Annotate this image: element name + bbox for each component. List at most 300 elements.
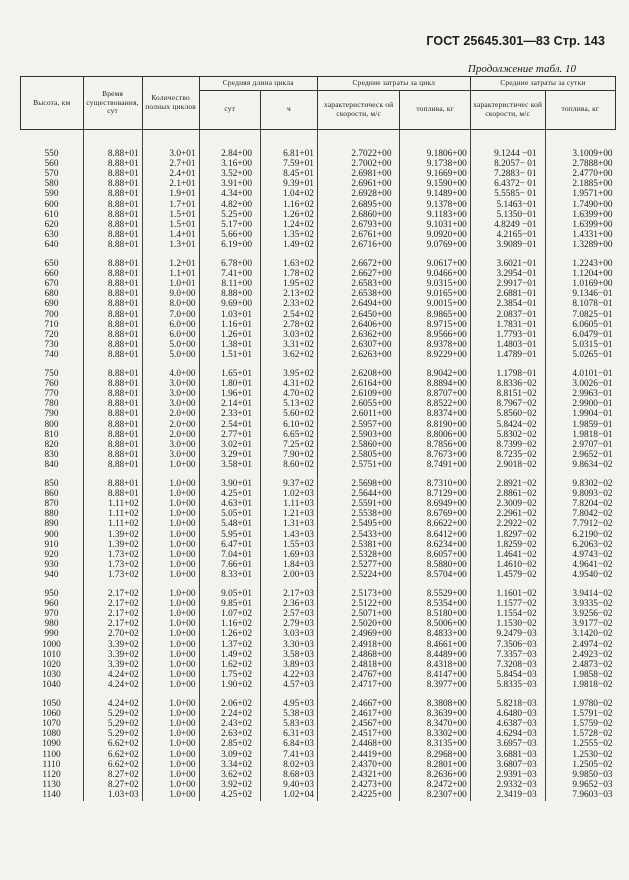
cell-day-char-speed: 1.1554−02 [470,609,545,619]
group-gap [21,581,616,589]
cell-full-cycles: 6.0+00 [142,330,199,340]
cell-altitude: 1000 [42,639,61,650]
cell-cycle-fuel: 8.6234+00 [400,540,470,550]
cell-cycle-char-speed: 2.5591+00 [317,499,400,509]
cell-cycle-hours: 2.17+03 [260,589,317,599]
cell-existence-time: 1.73+02 [83,570,142,580]
cell-cycle-hours: 2.33+02 [260,299,317,309]
cell-cycle-char-speed: 2.6928+00 [317,189,400,199]
cell-cycle-fuel: 8.5354+00 [400,599,470,609]
cell-cycle-char-speed: 2.4370+00 [317,760,400,770]
cell-existence-time: 4.24+02 [83,680,142,690]
cell-altitude: 620 [44,219,59,230]
cell-cycle-char-speed: 2.6583+00 [317,279,400,289]
cell-cycle-days: 1.65+01 [199,369,260,379]
cell-cycle-days: 2.85+02 [199,739,260,749]
cell-day-char-speed: 8.8336−02 [470,379,545,389]
cell-cycle-fuel: 9.0015+00 [400,299,470,309]
cell-altitude: 650 [44,258,59,269]
table-row [21,499,616,509]
cell-existence-time: 8.88+01 [83,210,142,220]
cell-cycle-hours: 6.10+02 [260,420,317,430]
cell-cycle-char-speed: 2.4717+00 [317,680,400,690]
cell-day-char-speed: 7.3506−03 [470,640,545,650]
cell-cycle-char-speed: 2.5644+00 [317,489,400,499]
cell-existence-time: 3.39+02 [83,660,142,670]
cell-cycle-days: 5.17+00 [199,220,260,230]
cell-altitude: 790 [44,409,59,420]
cell-cycle-days: 1.38+01 [199,340,260,350]
cell-cycle-char-speed: 2.5751+00 [317,460,400,470]
cell-day-fuel: 3.9177−02 [545,619,615,629]
cell-cycle-hours: 3.30+03 [260,640,317,650]
cell-cycle-hours: 3.03+03 [260,629,317,639]
cell-full-cycles: 1.0+00 [142,560,199,570]
cell-existence-time: 8.88+01 [83,379,142,389]
cell-existence-time: 2.17+02 [83,599,142,609]
cell-cycle-char-speed: 2.6672+00 [317,259,400,269]
cell-full-cycles: 1.0+00 [142,739,199,749]
cell-altitude: 570 [44,168,59,179]
cell-altitude: 910 [44,539,59,550]
cell-cycle-days: 4.25+01 [199,489,260,499]
cell-existence-time: 8.88+01 [83,230,142,240]
cell-altitude: 990 [44,629,59,640]
cell-cycle-hours: 2.13+02 [260,289,317,299]
cell-day-char-speed: 5.1463−01 [470,200,545,210]
cell-day-char-speed: 1.7831−01 [470,320,545,330]
cell-altitude: 840 [44,460,59,471]
cell-cycle-char-speed: 2.4818+00 [317,660,400,670]
cell-existence-time: 8.88+01 [83,220,142,230]
cell-altitude: 940 [44,570,59,581]
table-row [21,709,616,719]
cell-day-fuel: 2.9707−01 [545,440,615,450]
cell-full-cycles: 1.0+00 [142,619,199,629]
cell-cycle-fuel: 9.1183+00 [400,210,470,220]
cell-cycle-hours: 4.31+02 [260,379,317,389]
cell-day-fuel: 6.0479−01 [545,330,615,340]
cell-day-char-speed: 2.6881−01 [470,289,545,299]
cell-existence-time: 8.88+01 [83,149,142,159]
cell-cycle-fuel: 8.6412+00 [400,530,470,540]
cell-day-fuel: 2.9900−01 [545,399,615,409]
cell-cycle-hours: 3.62+02 [260,350,317,360]
cell-cycle-hours: 4.95+03 [260,699,317,709]
cell-cycle-char-speed: 2.5495+00 [317,519,400,529]
cell-cycle-fuel: 8.5704+00 [400,570,470,580]
cell-day-char-speed: 5.8424−02 [470,420,545,430]
cell-cycle-char-speed: 2.4273+00 [317,780,400,790]
cell-day-fuel: 2.4770+00 [545,169,615,179]
cell-cycle-days: 1.03+01 [199,310,260,320]
cell-day-fuel: 4.9743−02 [545,550,615,560]
cell-cycle-fuel: 9.1738+00 [400,159,470,169]
cell-cycle-fuel: 8.7310+00 [400,479,470,489]
cell-altitude: 1030 [42,670,61,681]
cell-full-cycles: 1.0+00 [142,599,199,609]
cell-day-char-speed: 8.7399−02 [470,440,545,450]
cell-day-fuel: 1.2555−02 [545,739,615,749]
cell-cycle-hours: 1.63+02 [260,259,317,269]
cell-day-char-speed: 5.8560−02 [470,409,545,419]
cell-cycle-hours: 1.78+02 [260,269,317,279]
cell-cycle-hours: 1.04+02 [260,189,317,199]
cell-full-cycles: 2.0+00 [142,409,199,419]
cell-cycle-char-speed: 2.6761+00 [317,230,400,240]
cell-full-cycles: 2.0+00 [142,430,199,440]
cell-day-char-speed: 1.1601−02 [470,589,545,599]
cell-day-fuel: 2.4873−02 [545,660,615,670]
cell-day-fuel: 3.9335−02 [545,599,615,609]
header-cycle-costs: Средние затраты за цикл [317,77,470,91]
cell-day-char-speed: 2.3854−01 [470,299,545,309]
header-day-fuel: топлива, кг [545,90,615,129]
table-row [21,179,616,189]
cell-cycle-hours: 1.55+03 [260,540,317,550]
cell-altitude: 680 [44,289,59,300]
cell-day-char-speed: 3.6021−01 [470,259,545,269]
cell-cycle-hours: 2.54+02 [260,310,317,320]
cell-altitude: 740 [44,350,59,361]
cell-cycle-days: 3.90+01 [199,479,260,489]
cell-cycle-hours: 1.43+03 [260,530,317,540]
cell-full-cycles: 1.0+00 [142,589,199,599]
cell-altitude: 730 [44,340,59,351]
cell-altitude: 830 [44,450,59,461]
cell-altitude: 820 [44,439,59,450]
cell-day-fuel: 7.0825−01 [545,310,615,320]
cell-altitude: 900 [44,529,59,540]
cell-cycle-char-speed: 2.5805+00 [317,450,400,460]
cell-full-cycles: 1.0+00 [142,780,199,790]
table-row [21,350,616,360]
cell-cycle-days: 9.85+01 [199,599,260,609]
cell-cycle-char-speed: 2.5903+00 [317,430,400,440]
cell-cycle-fuel: 9.0165+00 [400,289,470,299]
cell-cycle-fuel: 8.4318+00 [400,660,470,670]
cell-cycle-fuel: 8.3639+00 [400,709,470,719]
cell-existence-time: 8.88+01 [83,200,142,210]
cell-cycle-fuel: 9.1378+00 [400,200,470,210]
cell-cycle-days: 2.24+02 [199,709,260,719]
cell-cycle-char-speed: 2.5381+00 [317,540,400,550]
cell-cycle-fuel: 8.2968+00 [400,750,470,760]
cell-existence-time: 8.88+01 [83,169,142,179]
cell-cycle-fuel: 8.3808+00 [400,699,470,709]
cell-full-cycles: 1.0+00 [142,680,199,690]
cell-existence-time: 4.24+02 [83,699,142,709]
table-row [21,399,616,409]
cell-cycle-char-speed: 2.4567+00 [317,719,400,729]
cell-day-char-speed: 1.4610−02 [470,560,545,570]
cell-cycle-days: 2.54+01 [199,420,260,430]
cell-cycle-char-speed: 2.6895+00 [317,200,400,210]
cell-cycle-fuel: 9.1031+00 [400,220,470,230]
cell-full-cycles: 1.0+00 [142,460,199,470]
cell-day-fuel: 9.9850−03 [545,770,615,780]
cell-cycle-hours: 7.90+02 [260,450,317,460]
cell-day-char-speed: 4.6294−03 [470,729,545,739]
cell-cycle-days: 7.04+01 [199,550,260,560]
cell-cycle-fuel: 8.8374+00 [400,409,470,419]
cell-full-cycles: 3.0+00 [142,389,199,399]
cell-altitude: 780 [44,399,59,410]
cell-day-char-speed: 2.0837−01 [470,310,545,320]
cell-day-char-speed: 2.2922−02 [470,519,545,529]
cell-cycle-days: 1.75+02 [199,670,260,680]
table-row [21,589,616,599]
cell-cycle-days: 2.14+01 [199,399,260,409]
cell-cycle-days: 1.90+02 [199,680,260,690]
table-row [21,540,616,550]
cell-day-char-speed: 6.4372− 01 [470,179,545,189]
table-row [21,220,616,230]
cell-altitude: 770 [44,388,59,399]
cell-full-cycles: 9.0+00 [142,289,199,299]
cell-cycle-days: 5.48+01 [199,519,260,529]
cell-cycle-fuel: 8.9715+00 [400,320,470,330]
table-row [21,790,616,800]
cell-altitude: 1090 [42,739,61,750]
cell-cycle-days: 9.05+01 [199,589,260,599]
cell-cycle-hours: 1.02+04 [260,790,317,800]
cell-altitude: 950 [44,588,59,599]
cell-cycle-hours: 4.70+02 [260,389,317,399]
cell-cycle-days: 3.91+00 [199,179,260,189]
cell-day-char-speed: 1.8297−02 [470,530,545,540]
cell-cycle-days: 1.37+02 [199,640,260,650]
cell-cycle-days: 6.19+00 [199,240,260,250]
cell-cycle-char-speed: 2.6981+00 [317,169,400,179]
header-altitude: Высота, км [21,77,84,130]
cell-full-cycles: 1.0+00 [142,719,199,729]
cell-cycle-days: 3.62+02 [199,770,260,780]
cell-full-cycles: 1.7+01 [142,200,199,210]
cell-existence-time: 8.88+01 [83,369,142,379]
cell-altitude: 1080 [42,729,61,740]
cell-altitude: 930 [44,560,59,571]
cell-cycle-fuel: 8.8894+00 [400,379,470,389]
table-row [21,509,616,519]
header-cycle-fuel: топлива, кг [400,90,470,129]
group-gap [21,361,616,369]
cell-cycle-days: 1.62+02 [199,660,260,670]
cell-cycle-hours: 2.36+03 [260,599,317,609]
cell-cycle-days: 1.80+01 [199,379,260,389]
cell-existence-time: 8.88+01 [83,310,142,320]
cell-cycle-char-speed: 2.6055+00 [317,399,400,409]
table-row [21,189,616,199]
table-row [21,770,616,780]
cell-full-cycles: 1.2+01 [142,259,199,269]
table-row [21,530,616,540]
header-day-costs: Средние затраты за сутки [470,77,615,91]
cell-day-fuel: 1.5791−02 [545,709,615,719]
cell-cycle-days: 2.77+01 [199,430,260,440]
cell-cycle-char-speed: 2.4617+00 [317,709,400,719]
table-row [21,660,616,670]
cell-cycle-char-speed: 2.7002+00 [317,159,400,169]
header-full-cycles: Количество полных циклов [142,77,199,130]
cell-cycle-fuel: 8.2636+00 [400,770,470,780]
cell-existence-time: 8.88+01 [83,240,142,250]
cell-cycle-fuel: 8.9865+00 [400,310,470,320]
cell-day-fuel: 3.9414−02 [545,589,615,599]
cell-existence-time: 8.88+01 [83,489,142,499]
cell-existence-time: 6.62+02 [83,760,142,770]
cell-altitude: 750 [44,368,59,379]
cell-full-cycles: 7.0+00 [142,310,199,320]
cell-cycle-char-speed: 2.5328+00 [317,550,400,560]
cell-cycle-hours: 3.95+02 [260,369,317,379]
cell-altitude: 640 [44,240,59,251]
cell-cycle-char-speed: 2.4667+00 [317,699,400,709]
cell-altitude: 880 [44,509,59,520]
cell-cycle-days: 4.63+01 [199,499,260,509]
table-row [21,369,616,379]
cell-cycle-fuel: 8.6769+00 [400,509,470,519]
table-row [21,310,616,320]
cell-day-char-speed: 8.7967−02 [470,399,545,409]
cell-cycle-days: 8.88+00 [199,289,260,299]
cell-existence-time: 8.88+01 [83,279,142,289]
cell-day-char-speed: 4.6480−03 [470,709,545,719]
cell-full-cycles: 3.0+00 [142,399,199,409]
cell-day-char-speed: 9.1244 −01 [470,149,545,159]
cell-existence-time: 1.11+02 [83,509,142,519]
cell-altitude: 700 [44,309,59,320]
cell-day-fuel: 3.0026−01 [545,379,615,389]
cell-cycle-days: 5.95+01 [199,530,260,540]
cell-full-cycles: 1.0+00 [142,670,199,680]
table-row [21,279,616,289]
cell-existence-time: 8.88+01 [83,409,142,419]
cell-cycle-hours: 7.59+01 [260,159,317,169]
cell-altitude: 870 [44,499,59,509]
table-row [21,460,616,470]
cell-existence-time: 8.88+01 [83,259,142,269]
cell-day-fuel: 4.9540−02 [545,570,615,580]
cell-cycle-days: 1.26+02 [199,629,260,639]
cell-day-char-speed: 3.9089−01 [470,240,545,250]
cell-day-fuel: 1.2243+00 [545,259,615,269]
cell-altitude: 670 [44,278,59,289]
cell-cycle-days: 1.16+01 [199,320,260,330]
cell-cycle-char-speed: 2.6793+00 [317,220,400,230]
cell-full-cycles: 1.9+01 [142,189,199,199]
group-gap [21,251,616,259]
cell-cycle-fuel: 8.6949+00 [400,499,470,509]
cell-full-cycles: 1.1+01 [142,269,199,279]
cell-cycle-hours: 6.81+01 [260,149,317,159]
cell-altitude: 810 [44,429,59,440]
cell-cycle-fuel: 8.8190+00 [400,420,470,430]
cell-day-fuel: 2.9963−01 [545,389,615,399]
cell-cycle-hours: 1.02+03 [260,489,317,499]
cell-full-cycles: 1.0+00 [142,609,199,619]
header-cycle-hours: ч [260,90,317,129]
cell-full-cycles: 1.0+00 [142,530,199,540]
cell-day-char-speed: 4.2165−01 [470,230,545,240]
table-row [21,560,616,570]
cell-cycle-char-speed: 2.5020+00 [317,619,400,629]
cell-cycle-hours: 2.79+03 [260,619,317,629]
cell-day-fuel: 9.9652−03 [545,780,615,790]
cell-cycle-days: 3.52+00 [199,169,260,179]
cell-cycle-days: 1.07+02 [199,609,260,619]
cell-full-cycles: 1.0+00 [142,770,199,780]
cell-day-fuel: 3.1009+00 [545,149,615,159]
cell-day-fuel: 1.9571+00 [545,189,615,199]
table-body [21,129,616,801]
cell-day-fuel: 1.5728−02 [545,729,615,739]
table-row [21,650,616,660]
cell-day-fuel: 7.7912−02 [545,519,615,529]
cell-day-fuel: 3.1420−02 [545,629,615,639]
cell-cycle-days: 6.47+01 [199,540,260,550]
cell-existence-time: 8.27+02 [83,770,142,780]
cell-cycle-char-speed: 2.4419+00 [317,750,400,760]
cell-existence-time: 4.24+02 [83,670,142,680]
cell-altitude: 1100 [42,749,61,760]
cell-day-char-speed: 2.3419−03 [470,790,545,800]
cell-cycle-days: 3.92+02 [199,780,260,790]
cell-existence-time: 8.88+01 [83,189,142,199]
table-row [21,609,616,619]
cell-existence-time: 8.27+02 [83,780,142,790]
cell-day-fuel: 9.8302−02 [545,479,615,489]
cell-cycle-days: 4.82+00 [199,200,260,210]
cell-cycle-hours: 1.49+02 [260,240,317,250]
table-row [21,230,616,240]
cell-cycle-fuel: 9.0920+00 [400,230,470,240]
cell-cycle-hours: 9.39+01 [260,179,317,189]
cell-existence-time: 2.17+02 [83,619,142,629]
cell-existence-time: 8.88+01 [83,269,142,279]
cell-full-cycles: 2.4+01 [142,169,199,179]
cell-altitude: 1040 [42,680,61,691]
cell-existence-time: 8.88+01 [83,179,142,189]
cell-day-char-speed: 5.5585− 01 [470,189,545,199]
cell-cycle-fuel: 9.0466+00 [400,269,470,279]
cell-altitude: 860 [44,488,59,499]
cell-existence-time: 1.73+02 [83,560,142,570]
table-row [21,240,616,250]
cell-cycle-char-speed: 2.6538+00 [317,289,400,299]
cell-cycle-fuel: 8.4489+00 [400,650,470,660]
table-row [21,430,616,440]
cell-day-char-speed: 8.2057− 01 [470,159,545,169]
cell-altitude: 610 [44,209,59,220]
cell-altitude: 590 [44,189,59,200]
cell-cycle-fuel: 9.1806+00 [400,149,470,159]
cell-cycle-days: 4.25+02 [199,790,260,800]
cell-full-cycles: 1.0+00 [142,709,199,719]
cell-cycle-days: 1.49+02 [199,650,260,660]
cell-cycle-hours: 5.38+03 [260,709,317,719]
cell-cycle-char-speed: 2.5698+00 [317,479,400,489]
cell-cycle-fuel: 8.3302+00 [400,729,470,739]
cell-day-fuel: 9.8634−02 [545,460,615,470]
cell-day-char-speed: 2.3009−02 [470,499,545,509]
table-row [21,729,616,739]
cell-cycle-days: 3.29+01 [199,450,260,460]
cell-existence-time: 8.88+01 [83,299,142,309]
cell-day-char-speed: 2.9391−03 [470,770,545,780]
table-row [21,519,616,529]
cell-cycle-days: 7.66+01 [199,560,260,570]
